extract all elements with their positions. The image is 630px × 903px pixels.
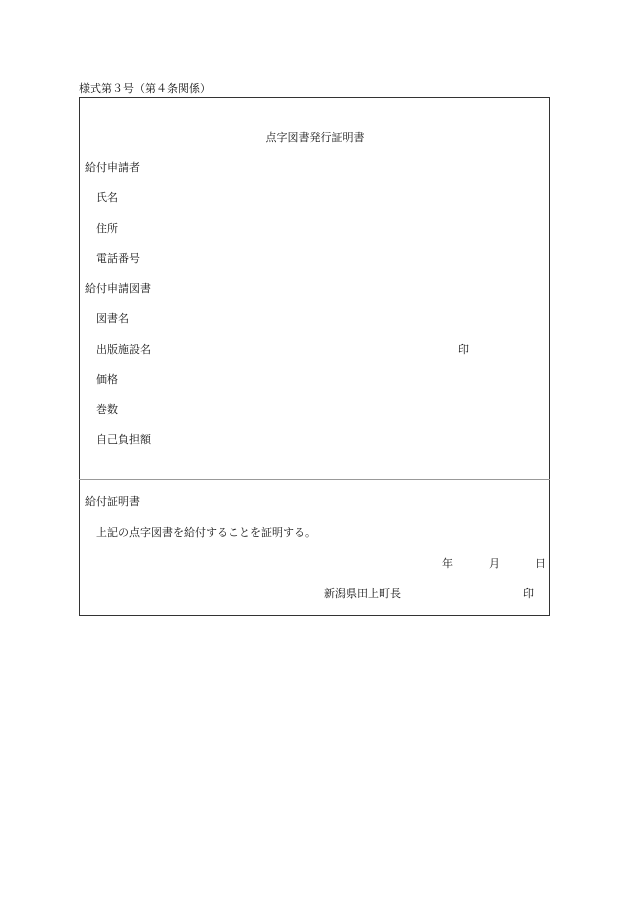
certificate-section-heading: 給付証明書 <box>85 495 140 508</box>
applicant-address-label: 住所 <box>96 222 118 235</box>
date-year-label: 年 <box>442 557 453 570</box>
applicant-section-heading: 給付申請者 <box>85 161 140 174</box>
applicant-name-label: 氏名 <box>96 191 118 204</box>
book-section-heading: 給付申請図書 <box>85 282 151 295</box>
document-title: 点字図書発行証明書 <box>265 131 365 144</box>
publisher-seal-mark: 印 <box>458 343 469 356</box>
date-month-label: 月 <box>489 557 500 570</box>
issuer-seal-mark: 印 <box>523 587 534 600</box>
copayment-label: 自己負担額 <box>96 433 151 446</box>
book-title-label: 図書名 <box>96 312 129 325</box>
certification-statement: 上記の点字図書を給付することを証明する。 <box>96 526 316 539</box>
section-divider <box>79 479 550 480</box>
issuer-label: 新潟県田上町長 <box>324 587 401 600</box>
applicant-phone-label: 電話番号 <box>96 252 140 265</box>
form-number-label: 様式第３号（第４条関係） <box>79 82 211 95</box>
price-label: 価格 <box>96 373 118 386</box>
date-day-label: 日 <box>535 557 546 570</box>
publisher-label: 出版施設名 <box>96 343 151 356</box>
volume-count-label: 巻数 <box>96 403 118 416</box>
